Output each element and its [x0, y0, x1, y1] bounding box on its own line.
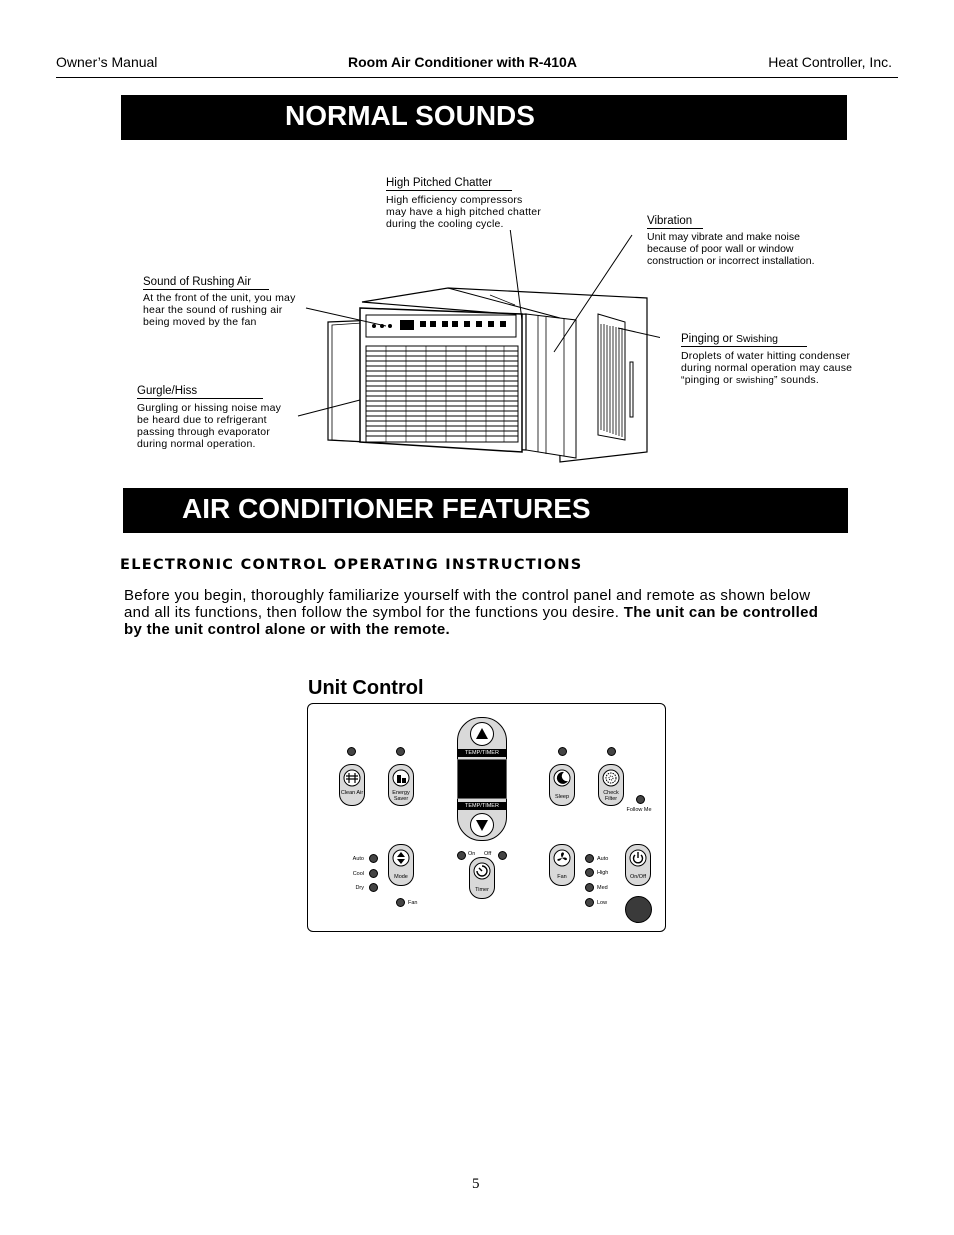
- energy-saver-icon: [392, 769, 410, 787]
- chatter-line: during the cooling cycle.: [386, 218, 504, 230]
- mode-dry-label: Dry: [355, 885, 364, 891]
- arrow-down-icon: [474, 817, 490, 833]
- fan-auto-led: [585, 854, 594, 863]
- chatter-title: High Pitched Chatter: [386, 177, 512, 191]
- annotation-rushing-air: [143, 272, 296, 328]
- filter-icon: [602, 769, 620, 787]
- fan-high-led: [585, 868, 594, 877]
- header-right: Heat Controller, Inc.: [768, 54, 892, 70]
- pinging-line: Droplets of water hitting condenser: [681, 350, 851, 362]
- sleep-led: [558, 747, 567, 756]
- pinging-line: during normal operation may cause: [681, 362, 853, 374]
- temp-up-button[interactable]: [470, 722, 494, 746]
- temp-timer-label-bottom: TEMP/TIMER: [458, 802, 506, 810]
- subheading: ELECTRONIC CONTROL OPERATING INSTRUCTIONS: [120, 557, 583, 573]
- temperature-display: [457, 759, 507, 799]
- power-icon: [629, 849, 647, 867]
- temp-timer-label-top: TEMP/TIMER: [458, 749, 506, 757]
- follow-me-led: [636, 795, 645, 804]
- timer-button[interactable]: [469, 857, 495, 899]
- on-off-button[interactable]: [625, 844, 651, 886]
- rushing-line: At the front of the unit, you may: [143, 292, 296, 304]
- section-band-features: [123, 488, 848, 533]
- timer-off-label: Off: [484, 851, 492, 857]
- timer-off-led: [498, 851, 507, 860]
- temp-timer-cluster: [457, 717, 507, 841]
- pinging-last-a: “pinging or: [681, 374, 736, 386]
- mode-label: Mode: [394, 874, 408, 880]
- gurgle-line: be heard due to refrigerant: [137, 414, 267, 426]
- pinging-title-b: Swishing: [735, 333, 779, 345]
- gurgle-title: Gurgle/Hiss: [137, 385, 263, 399]
- mode-cool-label: Cool: [352, 871, 364, 877]
- timer-label: Timer: [475, 887, 489, 893]
- header-left: Owner’s Manual: [56, 54, 158, 70]
- fan-med-led: [585, 883, 594, 892]
- intro-bold: The unit can be controlled: [623, 604, 819, 621]
- intro-line: and all its functions, then follow the symbol for the functions you desire.: [124, 604, 624, 621]
- annotation-pinging: [681, 329, 852, 387]
- clean-air-label: Clean Air: [340, 790, 364, 796]
- section-title: NORMAL SOUNDS: [285, 100, 535, 131]
- mode-button[interactable]: [388, 844, 414, 886]
- sleep-label: Sleep: [554, 794, 570, 800]
- timer-on-label: On: [468, 851, 476, 857]
- follow-me-label: Follow Me: [626, 807, 652, 813]
- rushing-line: hear the sound of rushing air: [143, 304, 283, 316]
- mode-auto-led: [369, 854, 378, 863]
- section-band-normal-sounds: [121, 95, 847, 140]
- timer-on-led: [457, 851, 466, 860]
- gurgle-line: passing through evaporator: [137, 426, 271, 438]
- gurgle-line: during normal operation.: [137, 438, 256, 450]
- moon-icon: [553, 769, 571, 787]
- clean-air-icon: [343, 769, 361, 787]
- temp-down-button[interactable]: [470, 813, 494, 837]
- annotation-vibration: [647, 211, 815, 267]
- vibration-line: because of poor wall or window: [647, 243, 794, 255]
- annotation-chatter: [386, 173, 541, 230]
- on-off-label: On/Off: [629, 874, 647, 880]
- mode-arrows-icon: [392, 849, 410, 867]
- unit-control-title: Unit Control: [308, 677, 424, 699]
- pinging-last-c: ” sounds.: [773, 374, 819, 386]
- mode-dry-led: [369, 883, 378, 892]
- intro-paragraph: [124, 587, 818, 638]
- vibration-title: Vibration: [647, 215, 703, 229]
- fan-label: Fan: [557, 874, 567, 880]
- clean-air-led: [347, 747, 356, 756]
- energy-saver-label: Energy Saver: [392, 790, 410, 802]
- annotation-gurgle: [137, 381, 281, 450]
- chatter-line: High efficiency compressors: [386, 194, 523, 206]
- remote-sensor: [625, 896, 652, 923]
- control-panel: [307, 703, 666, 932]
- check-filter-led: [607, 747, 616, 756]
- check-filter-button[interactable]: [598, 764, 624, 806]
- fan-med-label: Med: [597, 885, 608, 891]
- air-conditioner-illustration: [290, 230, 660, 470]
- sleep-button[interactable]: [549, 764, 575, 806]
- page-number: 5: [472, 1176, 480, 1192]
- vibration-line: Unit may vibrate and make noise: [647, 231, 800, 243]
- timer-icon: [473, 862, 491, 880]
- fan-auto-label: Auto: [597, 856, 609, 862]
- gurgle-line: Gurgling or hissing noise may: [137, 402, 282, 414]
- fan-high-label: High: [597, 870, 609, 876]
- clean-air-button[interactable]: [339, 764, 365, 806]
- rushing-line: being moved by the fan: [143, 316, 257, 328]
- arrow-up-icon: [474, 726, 490, 742]
- energy-saver-button[interactable]: [388, 764, 414, 806]
- intro-line: Before you begin, thoroughly familiarize yourself with the control panel and remote as shown below: [124, 587, 811, 604]
- fan-low-led: [585, 898, 594, 907]
- rushing-title: Sound of Rushing Air: [143, 276, 269, 290]
- vibration-line: construction or incorrect installation.: [647, 255, 815, 267]
- mode-cool-led: [369, 869, 378, 878]
- header-rule: [56, 77, 898, 78]
- intro-bold: by the unit control alone or with the remote.: [124, 621, 451, 638]
- mode-auto-label: Auto: [352, 856, 364, 862]
- mode-fan-led: [396, 898, 405, 907]
- fan-low-label: Low: [597, 900, 608, 906]
- pinging-title-a: Pinging or: [681, 333, 736, 345]
- check-filter-label: Check Filter: [603, 790, 619, 802]
- chatter-line: may have a high pitched chatter: [386, 206, 542, 218]
- pinging-last-b: swishing: [735, 375, 774, 386]
- fan-button[interactable]: [549, 844, 575, 886]
- fan-icon: [553, 849, 571, 867]
- energy-saver-led: [396, 747, 405, 756]
- section-title: AIR CONDITIONER FEATURES: [182, 493, 591, 524]
- mode-fan-label: Fan: [408, 900, 418, 906]
- header-center: Room Air Conditioner with R-410A: [348, 54, 577, 70]
